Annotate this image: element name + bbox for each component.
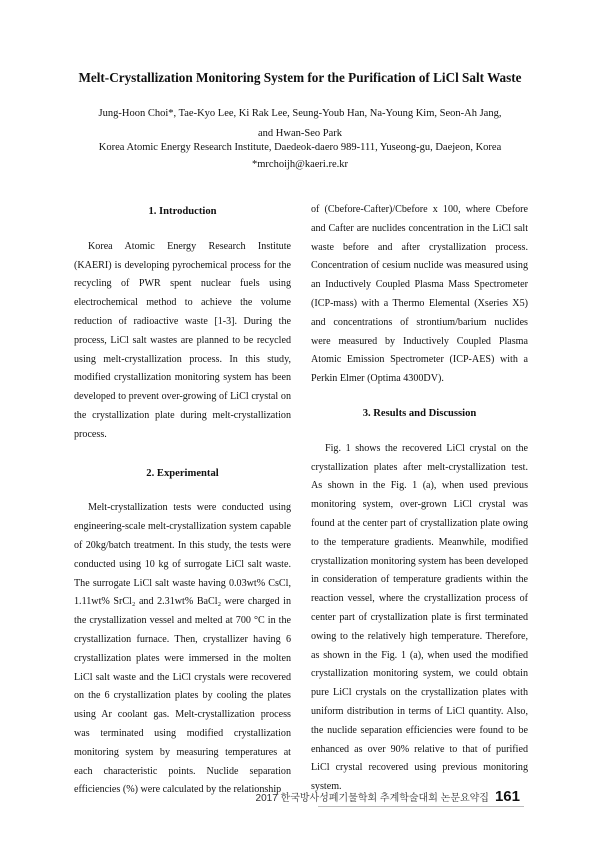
right-column — [311, 201, 528, 797]
experimental-text: Melt-crystallization tests were conducted using engineering-scale melt-crystallization system capable of 20kg/batch treatment. In this study, the tests were conducted using 10 kg of surrogate LiCl salt waste. The surrogate LiCl salt waste having 0.03wt% CsCl, 1.11wt% SrCl₂ and 2.31wt% BaCl₂ were charged in the crystallization vessel and melted at 700 °C in the crystallization furnace. Then, crystallizer having 6 crystallization plates were immersed in the molten LiCl salt waste and the LiCl crystals were recovered on the 6 crystallization plates by cooling the plates using Ar coolant gas. Melt-crystallization process was terminated using modified crystallization monitoring system by measuring temperatures at each characteristic points. Nuclide separation efficiencies (%) were calculated by the relationship — [74, 502, 291, 796]
experimental-heading: 2. Experimental — [146, 467, 219, 479]
affiliation: Korea Atomic Energy Research Institute, Daedeok-daero 989-111, Yuseong-gu, Daejeon, Korea — [98, 142, 502, 153]
corresponding-email: *mrchoijh@kaeri.re.kr — [252, 159, 348, 170]
page-number: 161 — [494, 788, 520, 805]
paper-title: Melt-Crystallization Monitoring System for the Purification of LiCl Salt Waste — [78, 70, 522, 85]
left-column — [74, 203, 291, 800]
author-list — [60, 104, 540, 144]
introduction-heading: 1. Introduction — [148, 206, 217, 217]
results-heading: 3. Results and Discussion — [362, 407, 477, 419]
footer-rule — [318, 806, 524, 807]
experimental-continued-text: of (Cbefore-Cafter)/Cbefore x 100, where Cbefore and Cafter are nuclides concentration in the LiCl salt waste before and after crystallization process. Concentration of cesium nuclide was measured using an Inductively Coupled Plasma Mass Spectrometer (ICP-mass) with a Thermo Elemental (Xseries X5) and concentrations of strontium/barium nuclides were measured by Inductively Coupled Plasma Atomic Emission Spectrometer (ICP-AES) with a Perkin Elmer (Optima 4300DV). — [311, 204, 528, 385]
results-text: Fig. 1 shows the recovered LiCl crystal on the crystallization plates after melt-crystallization test. As shown in the Fig. 1 (a), when used previous monitoring system, over-grown LiCl crystal was found at the center part of crystallization plate owing to the temperature gradients. Meanwhile, modified crystallization monitoring system has been developed in consideration of temperature gradients within the reaction vessel, where the crystallization process of center part of crystallization plate is first terminated owing to the relatively high temperature. Therefore, as shown in the Fig. 1 (a), when used the modified crystallization monitoring system, we could obtain pure LiCl crystals on the crystallization plates with uniform distribution in terms of LiCl quantity. Also, the nuclide separation efficiencies were found to be enhanced as over 90% relative to that of purified LiCl crystal recovered using previous monitoring system. — [311, 442, 528, 793]
conference-name: 2017 한국방사성폐기물학회 추계학술대회 논문요약집 — [255, 793, 489, 804]
page-footer — [256, 788, 520, 805]
introduction-text: Korea Atomic Energy Research Institute (KAERI) is developing pyrochemical process for the recycling of PWR spent nuclear fuels using electrochemical method to achieve the volume reduction of radioactive waste [1-3]. During the process, LiCl salt wastes are planned to be recycled using melt-crystallization process. In this study, modified crystallization monitoring system has been developed to prevent over-growing of LiCl crystal on the crystallization plate during melt-crystallization process. — [74, 240, 291, 440]
authors-line-1: Jung-Hoon Choi*, Tae-Kyo Lee, Ki Rak Lee, Seung-Youb Han, Na-Young Kim, Seon-Ah Jang, — [98, 108, 502, 119]
authors-line-2: and Hwan-Seo Park — [258, 128, 342, 139]
